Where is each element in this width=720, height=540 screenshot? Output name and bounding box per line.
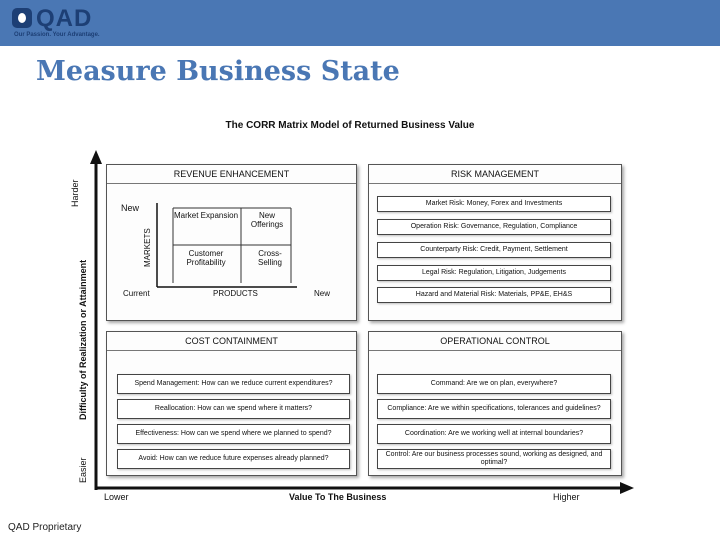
operational-control-quadrant <box>368 331 622 476</box>
footer-text: QAD Proprietary <box>8 522 82 533</box>
y-axis-top-label: Harder <box>70 179 80 207</box>
new-offerings-cell: New Offerings <box>250 211 284 229</box>
revenue-enhancement-quadrant <box>106 164 357 321</box>
cost-containment-title: COST CONTAINMENT <box>107 332 356 351</box>
logo-tagline: Our Passion. Your Advantage. <box>14 32 100 38</box>
risk-item: Counterparty Risk: Credit, Payment, Settlement <box>377 242 611 258</box>
products-current-label: Current <box>123 289 150 298</box>
market-expansion-cell: Market Expansion <box>173 211 239 220</box>
x-axis-right-label: Higher <box>553 492 580 502</box>
operational-item: Command: Are we on plan, everywhere? <box>377 374 611 394</box>
markets-axis-label: MARKETS <box>143 228 152 267</box>
y-axis-label: Difficulty of Realization or Attainment <box>78 259 88 420</box>
x-axis-left-label: Lower <box>104 492 129 502</box>
logo-text: QAD <box>36 5 93 32</box>
risk-management-title: RISK MANAGEMENT <box>369 165 621 184</box>
risk-item: Operation Risk: Governance, Regulation, Compliance <box>377 219 611 235</box>
risk-item: Legal Risk: Regulation, Litigation, Judgements <box>377 265 611 281</box>
risk-item: Hazard and Material Risk: Materials, PP&E, EH&S <box>377 287 611 303</box>
markets-new-label: New <box>121 203 140 213</box>
page-title: Measure Business State <box>36 56 400 87</box>
risk-management-quadrant <box>368 164 622 321</box>
cost-containment-quadrant <box>106 331 357 476</box>
x-axis-label: Value To The Business <box>289 492 387 502</box>
cost-item: Reallocation: How can we spend where it matters? <box>117 399 350 419</box>
operational-item: Compliance: Are we within specifications, tolerances and guidelines? <box>377 399 611 419</box>
operational-control-title: OPERATIONAL CONTROL <box>369 332 621 351</box>
revenue-enhancement-title: REVENUE ENHANCEMENT <box>107 165 356 184</box>
cost-item: Avoid: How can we reduce future expenses already planned? <box>117 449 350 469</box>
customer-profitability-cell: Customer Profitability <box>186 249 226 267</box>
products-axis-label: PRODUCTS <box>213 289 258 298</box>
operational-item: Coordination: Are we working well at internal boundaries? <box>377 424 611 444</box>
y-axis-bottom-label: Easier <box>78 457 88 483</box>
cost-item: Effectiveness: How can we spend where we planned to spend? <box>117 424 350 444</box>
risk-item: Market Risk: Money, Forex and Investments <box>377 196 611 212</box>
products-new-label: New <box>314 289 331 298</box>
revenue-grid-lines <box>107 165 356 320</box>
cost-item: Spend Management: How can we reduce current expenditures? <box>117 374 350 394</box>
cross-selling-cell: Cross-Selling <box>257 249 282 267</box>
operational-item: Control: Are our business processes sound, working as designed, and optimal? <box>377 449 611 469</box>
diagram-title: The CORR Matrix Model of Returned Business Value <box>225 120 475 131</box>
